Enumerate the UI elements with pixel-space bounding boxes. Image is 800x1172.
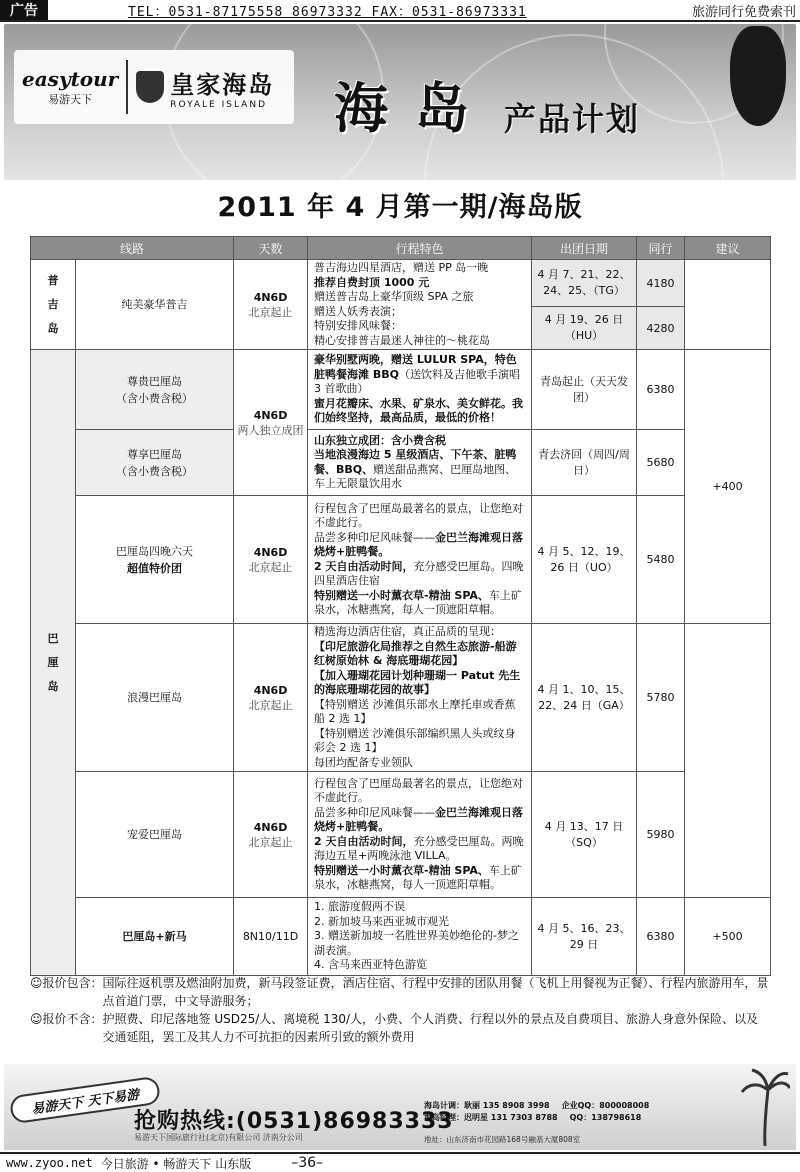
route-days: 4N6D 北京起止 (234, 772, 308, 898)
table-row (31, 772, 771, 898)
price-notes (30, 974, 770, 1046)
banner-subtitle: 产品计划 (504, 100, 641, 138)
contact-list: 海岛计调：耿丽 135 8908 3998 企业QQ：800008008 海岛经理：迟明星 131 7303 8788 QQ：138798618 (424, 1101, 650, 1122)
route-days: 4N6D 两人独立成团 (234, 350, 308, 496)
palm-tree-icon (740, 1068, 790, 1146)
peer-price: 5480 (637, 496, 685, 624)
peer-price: 5680 (637, 430, 685, 496)
slogan-badge: 易游天下 天下易游 (9, 1076, 161, 1125)
col-route: 线路 (31, 237, 234, 260)
peer-price: 4180 (637, 260, 685, 307)
route-features: 行程包含了巴厘岛最著名的景点，让您绝对不虚此行。 品尝多种印尼风味餐——金巴兰海滩观日落烧烤+脏鸭餐。 2 天自由活动时间，充分感受巴厘岛。两晚海边五星+两晚泳池 VILLA。 特别赠送一小时薰衣草-精油 SPA、车上矿泉水，冰糖燕窝，每人一顶遮阳草帽。 (308, 772, 532, 898)
table-header (31, 237, 771, 260)
address: 地址：山东济南市花园路168号融基大厦808室 (424, 1135, 581, 1144)
suggest-cell: +400 (685, 350, 771, 624)
route-features: 行程包含了巴厘岛最著名的景点，让您绝对不虚此行。 品尝多种印尼风味餐——金巴兰海滩观日落烧烤+脏鸭餐。 2 天自由活动时间，充分感受巴厘岛。四晚四星酒店住宿 特别赠送一小时薰衣草-精油 SPA、车上矿泉水，冰糖燕窝，每人一顶遮阳草帽。 (308, 496, 532, 624)
depart-dates: 4 月 13、17 日（SQ） (532, 772, 637, 898)
promo-footer (4, 1064, 796, 1150)
table-row (31, 260, 771, 307)
site-url: www.zyoo.net (6, 1156, 93, 1170)
ad-tag: 广告 (0, 0, 48, 20)
edition-title: 2011 年 4 月第一期/海岛版 (217, 192, 583, 223)
route-name: 巴厘岛四晚六天 超值特价团 (76, 496, 234, 624)
depart-dates: 4 月 7、21、22、24、25、（TG） (532, 260, 637, 307)
route-features: 1. 旅游度假两不误 2. 新加坡马来西亚城市观光 3. 赠送新加坡一名胜世界美妙绝伦的-梦之湖表演。 4. 含马来西亚特色游览 (308, 898, 532, 976)
routes-table (30, 236, 771, 976)
table-row (31, 624, 771, 772)
hotline: 抢购热线:(0531)86983333 (134, 1109, 454, 1134)
col-features: 行程特色 (308, 237, 532, 260)
route-features: 豪华别墅两晚，赠送 LULUR SPA，特色脏鸭餐海滩 BBQ（送饮料及吉他歌手演唱 3 首歌曲） 蜜月花瓣床、水果、矿泉水、美女鲜花。我们始终坚持，最高品质，最低的价格！ (308, 350, 532, 430)
top-bar (0, 0, 800, 22)
table-row (31, 350, 771, 430)
suggest-cell (685, 624, 771, 898)
peer-price: 6380 (637, 898, 685, 976)
route-name: 尊享巴厘岛 （含小费含税） (76, 430, 234, 496)
region-bali: 巴厘岛 (31, 350, 76, 976)
shield-icon (136, 71, 164, 103)
publication-name: 今日旅游 • 畅游天下 山东版 (100, 1156, 252, 1171)
route-features: 精选海边酒店住宿，真正品质的呈现： 【印尼旅游化局推荐之自然生态旅游-船游红树原始林 & 海底珊瑚花园】 【加入珊瑚花园计划种珊瑚一 Patut 先生的海底珊瑚花园的故事】 【特别赠送 沙滩俱乐部水上摩托車或香蕉船 2 选 1】 【特别赠送 沙滩俱乐部编织黑人头或纹身彩会 2 选 1】 每团均配备专业领队 (308, 624, 532, 772)
suggest-cell: +500 (685, 898, 771, 976)
table-row (31, 430, 771, 496)
logo-box (14, 50, 294, 124)
mask-decoration (730, 26, 786, 126)
route-name: 宠爱巴厘岛 (76, 772, 234, 898)
bottom-bar (0, 1152, 800, 1172)
route-days: 4N6D 北京起止 (234, 496, 308, 624)
route-name: 尊贵巴厘岛 （含小费含税） (76, 350, 234, 430)
free-catalog-note: 旅游同行免费索刊 (691, 4, 796, 20)
suggest-cell (685, 260, 771, 350)
depart-dates: 青岛起止（天天发团） (532, 350, 637, 430)
depart-dates: 4 月 19、26 日（HU） (532, 307, 637, 350)
depart-dates: 4 月 5、12、19、26 日（UO） (532, 496, 637, 624)
depart-dates: 4 月 5、16、23、29 日 (532, 898, 637, 976)
depart-dates: 4 月 1、10、15、22、24 日（GA） (532, 624, 637, 772)
page-number: –36– (291, 1155, 324, 1171)
banner-title: 海 岛 (334, 77, 473, 140)
region-phuket: 普吉岛 (31, 260, 76, 350)
col-dates: 出团日期 (532, 237, 637, 260)
col-suggest: 建议 (685, 237, 771, 260)
easytour-logo: easytour 易游天下 (22, 67, 119, 106)
peer-price: 4280 (637, 307, 685, 350)
route-name: 浪漫巴厘岛 (76, 624, 234, 772)
peer-price: 5780 (637, 624, 685, 772)
price-includes: ☺报价包含： 国际往返机票及燃油附加费，新马段签证费，酒店住宿、行程中安排的团队用餐（飞机上用餐视为正餐）、行程内旅游用车，景点首道门票，中文导游服务； (30, 976, 769, 1008)
route-features: 山东独立成团：含小费含税 当地浪漫海边 5 星级酒店、下午茶、脏鸭餐、BBQ、赠送甜品燕窝、巴厘岛地图、车上无限量饮用水 (308, 430, 532, 496)
peer-price: 5980 (637, 772, 685, 898)
contact-line: TEL：0531-87175558 86973332 FAX：0531-86973331 (128, 4, 527, 20)
col-days: 天数 (234, 237, 308, 260)
peer-price: 6380 (637, 350, 685, 430)
table-row (31, 898, 771, 976)
route-days: 4N6D 北京起止 (234, 260, 308, 350)
route-days: 8N10/11D (234, 898, 308, 976)
royale-island-logo: 皇家海岛 ROYALE ISLAND (136, 65, 274, 110)
route-days: 4N6D 北京起止 (234, 624, 308, 772)
table-row (31, 496, 771, 624)
company-name: 易游天下国际旅行社(北京)有限公司 济南分公司 (134, 1133, 303, 1142)
banner (4, 24, 796, 180)
route-name: 纯美豪华普吉 (76, 260, 234, 350)
route-features: 普吉海边四星酒店，赠送 PP 岛一晚 推荐自费封顶 1000 元 赠送普吉岛上豪华顶级 SPA 之旅 赠送人妖秀表演； 特别安排风味餐： 精心安排普吉最迷人神往的～桃花岛 (308, 260, 532, 350)
col-price: 同行 (637, 237, 685, 260)
route-name: 巴厘岛+新马 (76, 898, 234, 976)
price-excludes: ☺报价不含： 护照费、印尼落地签 USD25/人、离境税 130/人，小费、个人消费、行程以外的景点及自费项目、旅游人身意外保险、以及交通延阻，罢工及其人力不可抗拒的因素所引致的额外费用 (30, 1012, 759, 1044)
depart-dates: 青去济回（周四/周日） (532, 430, 637, 496)
